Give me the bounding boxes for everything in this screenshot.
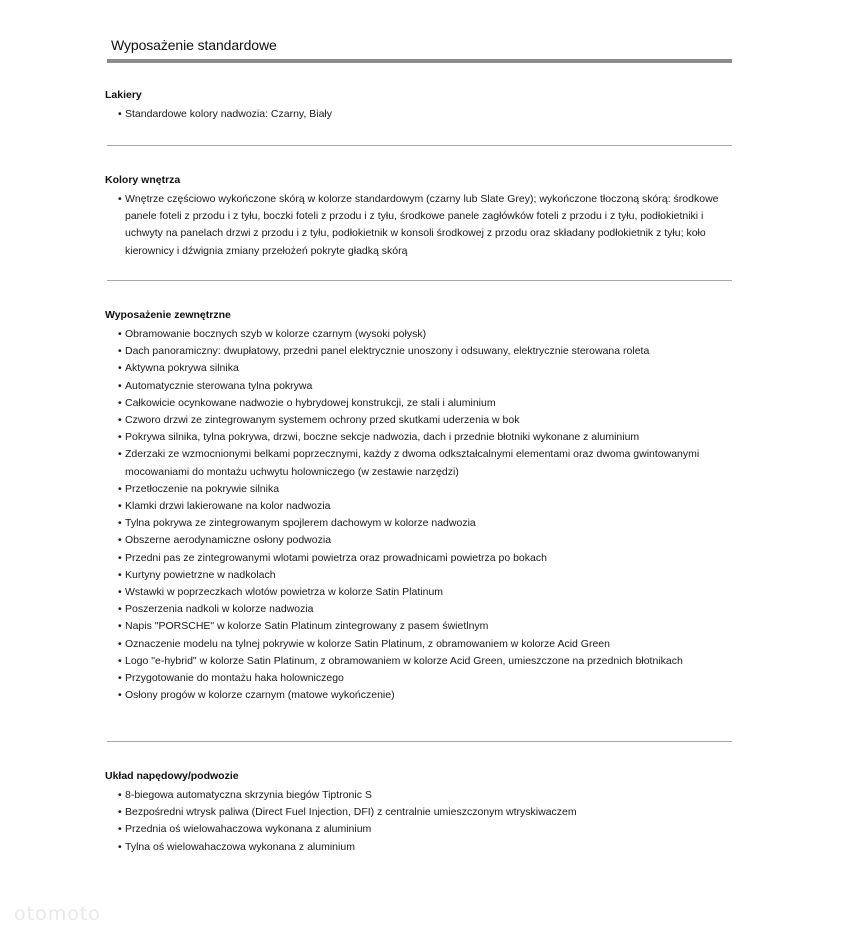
list-item-text: Obramowanie bocznych szyb w kolorze czarnym (wysoki połysk) — [125, 328, 427, 340]
list-item — [118, 481, 733, 498]
list-item — [118, 618, 733, 635]
list-item — [118, 601, 733, 618]
bullet-icon: • — [118, 789, 122, 801]
list-item — [118, 532, 733, 549]
list-item — [118, 653, 733, 670]
list-item-text: Przygotowanie do montażu haka holowniczego — [125, 672, 344, 685]
bullet-icon: • — [118, 620, 122, 633]
bullet-icon: • — [118, 482, 122, 495]
section-kolory-wnetrza — [105, 173, 733, 260]
section-heading: Układ napędowy/podwozie — [105, 770, 239, 782]
bullet-icon: • — [118, 362, 122, 375]
bullet-icon: • — [118, 431, 122, 444]
section-list — [105, 787, 733, 856]
list-item-text: Tylna pokrywa ze zintegrowanym spojlerem dachowym w kolorze nadwozia — [125, 517, 476, 530]
list-item-text: Logo "e-hybrid" w kolorze Satin Platinum, z obramowaniem w kolorze Acid Green, umieszczone na przednich błotnikach — [125, 654, 683, 667]
section-heading: Wyposażenie zewnętrzne — [105, 309, 231, 321]
section-divider — [107, 280, 732, 281]
list-item-text: Klamki drzwi lakierowane na kolor nadwozia — [125, 500, 331, 513]
list-item-text: 8-biegowa automatyczna skrzynia biegów Tiptronic S — [125, 789, 372, 801]
watermark-logo: otomoto — [14, 903, 101, 925]
section-heading: Lakiery — [105, 89, 142, 101]
page-title: Wyposażenie standardowe — [111, 37, 277, 53]
list-item-text: Osłony progów w kolorze czarnym (matowe wykończenie) — [125, 689, 395, 702]
section-wyposazenie-zewnetrzne — [105, 308, 733, 704]
bullet-icon: • — [118, 193, 122, 205]
list-item — [118, 429, 733, 446]
list-item-text: Przetłoczenie na pokrywie silnika — [125, 482, 280, 495]
list-item-text: Tylna oś wielowahaczowa wykonana z aluminium — [125, 840, 355, 853]
list-item — [118, 567, 733, 584]
list-item-text: Wstawki w poprzeczkach wlotów powietrza w kolorze Satin Platinum — [125, 586, 444, 599]
bullet-icon: • — [118, 345, 122, 358]
list-item-text: Aktywna pokrywa silnika — [125, 362, 239, 375]
bullet-icon: • — [118, 654, 122, 667]
bullet-icon: • — [118, 448, 122, 461]
bullet-icon: • — [118, 396, 122, 409]
list-item-text: Przedni pas ze zintegrowanymi wlotami powietrza oraz prowadnicami powietrza po bokach — [125, 551, 547, 564]
bullet-icon: • — [118, 603, 122, 616]
list-item-text: Przednia oś wielowahaczowa wykonana z aluminium — [125, 823, 372, 836]
list-item — [118, 787, 733, 804]
bullet-icon: • — [118, 534, 122, 547]
title-rule — [107, 59, 732, 63]
list-item — [118, 804, 733, 821]
list-item — [118, 378, 733, 395]
list-item — [118, 584, 733, 601]
bullet-icon: • — [118, 689, 122, 702]
bullet-icon: • — [118, 637, 122, 650]
section-list — [105, 191, 733, 260]
list-item-text: Standardowe kolory nadwozia: Czarny, Biały — [125, 108, 332, 120]
section-uklad-napedowy — [105, 769, 733, 856]
list-item — [118, 498, 733, 515]
section-list — [105, 106, 733, 123]
list-item — [118, 550, 733, 567]
list-item-text: Wnętrze częściowo wykończone skórą w kolorze standardowym (czarny lub Slate Grey); wykończone tłoczoną skórą: środkowe panele foteli z przodu i z tyłu, boczki foteli z przodu i z tyłu, środkowe panele zagłówków foteli z przodu i z tyłu, podłokietniki i uchwyty na panelach drzwi z przodu i z tyłu, podłokietnik w konsoli środkowej z przodu oraz składany podłokietnik z tyłu; koło kierownicy i dźwignia zmiany przełożeń pokryte gładką skórą — [125, 193, 719, 257]
list-item — [118, 670, 733, 687]
list-item-text: Dach panoramiczny: dwupłatowy, przedni panel elektrycznie unoszony i odsuwany, elektrycznie sterowana roleta — [125, 345, 650, 358]
list-item — [118, 821, 733, 838]
list-item — [118, 326, 733, 343]
list-item-text: Bezpośredni wtrysk paliwa (Direct Fuel Injection, DFI) z centralnie umieszczonym wtryskiwaczem — [125, 806, 577, 819]
list-item-text: Zderzaki ze wzmocnionymi belkami poprzecznymi, każdy z dwoma odkształcalnymi elementami oraz dwoma gwintowanymi mocowaniami do montażu uchwytu holowniczego (w zestawie narzędzi) — [125, 448, 700, 478]
list-item-text: Całkowicie ocynkowane nadwozie o hybrydowej konstrukcji, ze stali i aluminium — [125, 396, 496, 409]
list-item — [118, 636, 733, 653]
list-item-text: Kurtyny powietrzne w nadkolach — [125, 568, 276, 581]
list-item — [118, 839, 733, 856]
section-heading: Kolory wnętrza — [105, 174, 181, 186]
list-item-text: Obszerne aerodynamiczne osłony podwozia — [125, 534, 332, 547]
section-lakiery — [105, 88, 733, 123]
section-divider — [107, 145, 732, 146]
list-item — [118, 515, 733, 532]
bullet-icon: • — [118, 414, 122, 427]
list-item-text: Czworo drzwi ze zintegrowanym systemem ochrony przed skutkami uderzenia w bok — [125, 414, 520, 427]
list-item-text: Oznaczenie modelu na tylnej pokrywie w kolorze Satin Platinum, z obramowaniem w kolorze Acid Green — [125, 637, 610, 650]
list-item — [118, 106, 733, 123]
list-item — [118, 446, 733, 480]
bullet-icon: • — [118, 840, 122, 853]
list-item-text: Poszerzenia nadkoli w kolorze nadwozia — [125, 603, 314, 616]
list-item — [118, 360, 733, 377]
bullet-icon: • — [118, 586, 122, 599]
bullet-icon: • — [118, 823, 122, 836]
list-item — [118, 343, 733, 360]
list-item-text: Automatycznie sterowana tylna pokrywa — [125, 379, 313, 392]
bullet-icon: • — [118, 551, 122, 564]
list-item — [118, 412, 733, 429]
bullet-icon: • — [118, 568, 122, 581]
bullet-icon: • — [118, 517, 122, 530]
list-item-text: Pokrywa silnika, tylna pokrywa, drzwi, boczne sekcje nadwozia, dach i przednie błotniki wykonane z aluminium — [125, 431, 640, 444]
section-list — [105, 326, 733, 704]
bullet-icon: • — [118, 379, 122, 392]
list-item — [118, 395, 733, 412]
list-item — [118, 191, 733, 260]
list-item — [118, 687, 733, 704]
bullet-icon: • — [118, 806, 122, 819]
section-divider — [107, 741, 732, 742]
bullet-icon: • — [118, 672, 122, 685]
bullet-icon: • — [118, 500, 122, 513]
bullet-icon: • — [118, 328, 122, 340]
bullet-icon: • — [118, 108, 122, 120]
list-item-text: Napis "PORSCHE" w kolorze Satin Platinum zintegrowany z pasem świetlnym — [125, 620, 489, 633]
